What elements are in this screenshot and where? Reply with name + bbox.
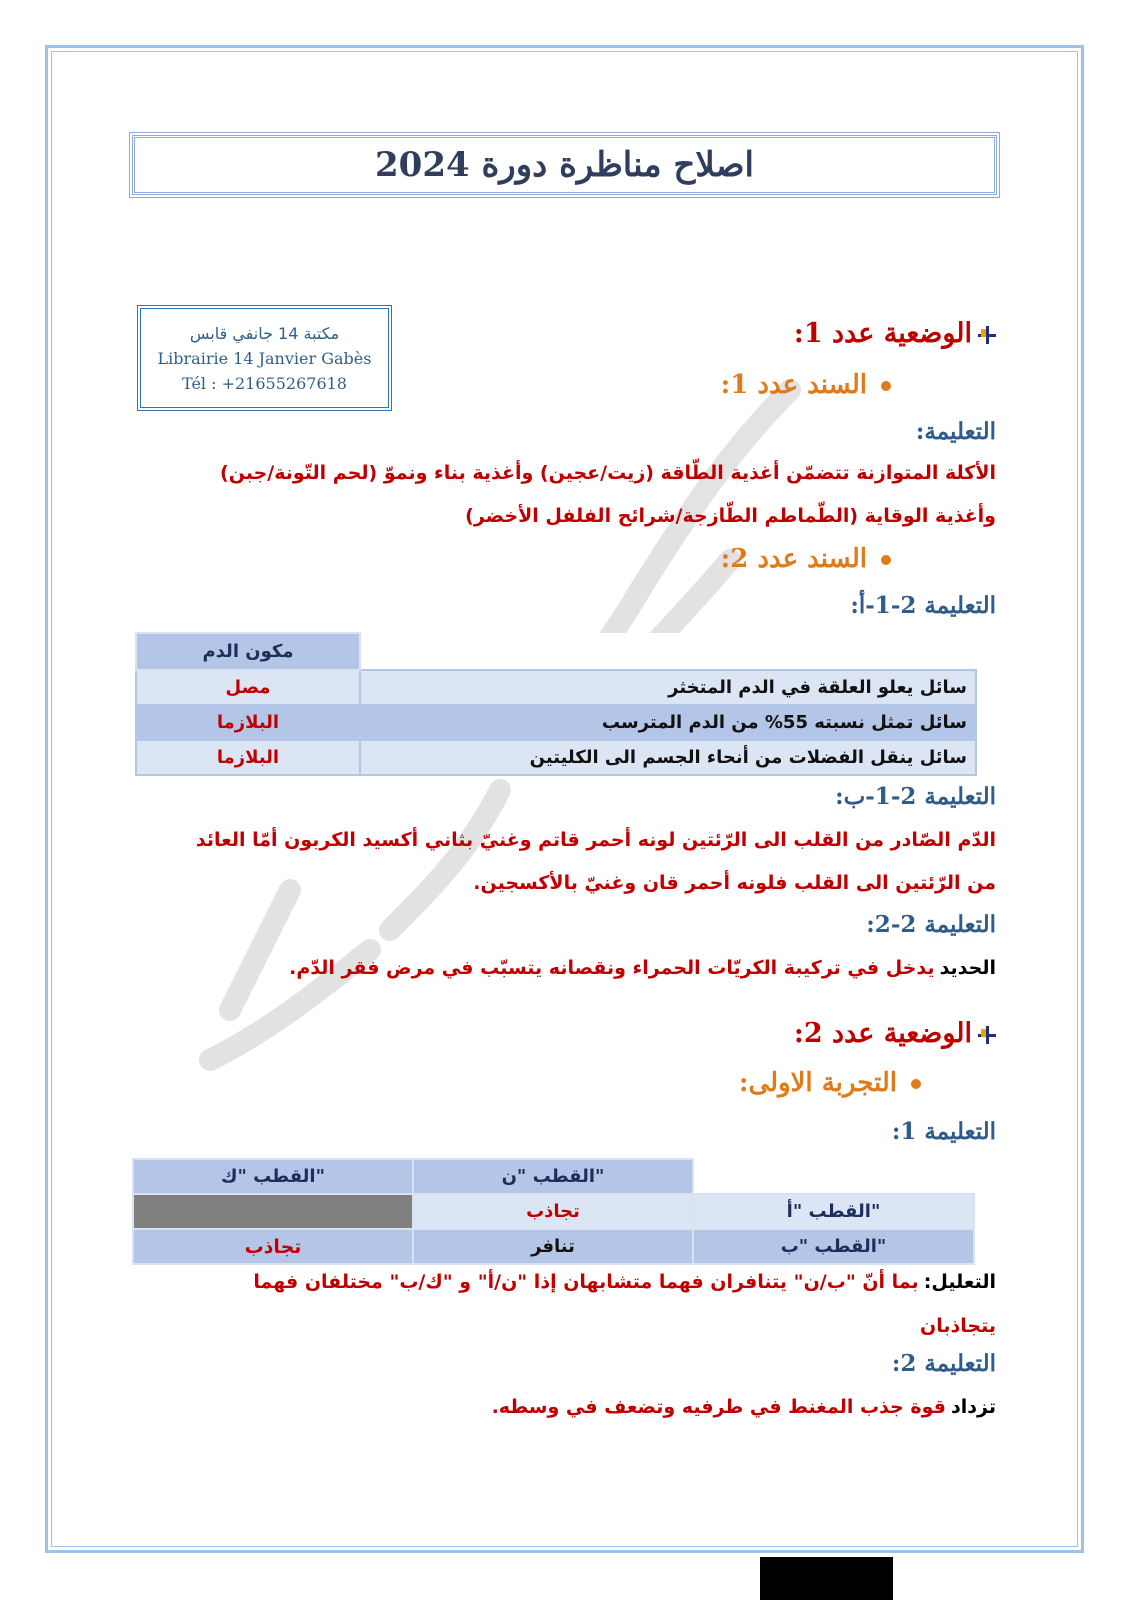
- table-cell-value: البلازما: [136, 740, 360, 775]
- table-header-pole-n: القطب "ن": [413, 1159, 693, 1194]
- doc-2-heading: السند عدد 2:: [720, 544, 867, 574]
- cross-bullet-icon: [978, 326, 996, 344]
- table-cell-empty-gray: [133, 1194, 413, 1229]
- doc-1-heading: السند عدد 1:: [720, 370, 867, 400]
- page-title: اصلاح مناظرة دورة 2024: [375, 145, 754, 185]
- table-header-blood-component: مكون الدم: [136, 633, 360, 670]
- justification-text-line-1: بما أنّ "ب/ن" يتنافران فهما متشابهان إذا "ن/أ" و "ك/ب" مختلفان فهما: [253, 1271, 919, 1293]
- table-row-header-pole-b: القطب "ب": [693, 1229, 974, 1264]
- table-cell-a-n: تجاذب: [413, 1194, 693, 1229]
- table-row: [136, 740, 976, 775]
- answer-2-1-b-line-2: من الرّئتين الى القلب فلونه أحمر قان وغنيّ بالأكسجين.: [473, 872, 996, 894]
- dot-bullet-icon: [881, 381, 891, 391]
- dot-bullet-icon: [911, 1079, 921, 1089]
- answer-2-2-text: يدخل في تركيبة الكريّات الحمراء ونقصانه يتسبّب في مرض فقر الدّم.: [289, 957, 935, 979]
- magnet-poles-table: [132, 1158, 975, 1265]
- cross-bullet-icon: [978, 1026, 996, 1044]
- situation-2-heading-row: [794, 1018, 996, 1049]
- instruction-2-2-label: التعليمة 2-2:: [866, 911, 996, 938]
- table-row: [133, 1194, 974, 1229]
- footer-black-bar: [760, 1557, 893, 1600]
- table-row-header-pole-a: القطب "أ": [693, 1194, 974, 1229]
- table-cell-b-n: تنافر: [413, 1229, 693, 1264]
- table-header-pole-k: القطب "ك": [133, 1159, 413, 1194]
- answer-1-line-1: الأكلة المتوازنة تتضمّن أغذية الطّاقة (زيت/عجين) وأغذية بناء ونموّ (لحم التّونة/جبن): [220, 462, 996, 484]
- table-cell-b-k: تجاذب: [133, 1229, 413, 1264]
- table-header-empty: [693, 1159, 974, 1194]
- answer-2-1-b-line-1: الدّم الصّادر من القلب الى الرّئتين لونه أحمر قاتم وغنيّ بثاني أكسيد الكربون أمّا العائد: [195, 829, 996, 851]
- answer-2-2-lead: الحديد: [939, 957, 996, 979]
- library-stamp: [137, 305, 392, 411]
- stamp-arabic-name: مكتبة 14 جانفي قابس: [189, 323, 340, 343]
- instruction-2-label: التعليمة 2:: [891, 1350, 996, 1377]
- table-header-empty: [360, 633, 976, 670]
- instruction-1-label: التعليمة 1:: [891, 1118, 996, 1145]
- situation-2-heading: الوضعية عدد 2:: [793, 1018, 972, 1049]
- table-cell-value: البلازما: [136, 705, 360, 740]
- table-cell-desc: سائل تمثل نسبته 55% من الدم المترسب: [360, 705, 976, 740]
- doc-1-heading-row: [721, 370, 891, 400]
- justification-row-1: [253, 1271, 996, 1293]
- table-row: [136, 670, 976, 705]
- dot-bullet-icon: [881, 555, 891, 565]
- answer-2-lead: تزداد: [951, 1396, 996, 1418]
- answer-2-2-row: [289, 957, 996, 979]
- justification-label: التعليل:: [923, 1271, 996, 1293]
- instruction-2-1-a-label: التعليمة 2-1-أ:: [850, 592, 996, 619]
- stamp-french-name: Librairie 14 Janvier Gabès: [157, 348, 372, 368]
- answer-2-text: قوة جذب المغنط في طرفيه وتضعف في وسطه.: [491, 1396, 946, 1418]
- table-cell-value: مصل: [136, 670, 360, 705]
- title-box: [132, 135, 997, 195]
- experiment-1-heading-row: [739, 1068, 921, 1098]
- table-row: [133, 1229, 974, 1264]
- blood-components-table: [135, 632, 977, 776]
- justification-text-line-2: يتجاذبان: [920, 1315, 996, 1337]
- situation-1-heading-row: [794, 318, 996, 349]
- instruction-2-1-b-label: التعليمة 2-1-ب:: [835, 783, 996, 810]
- experiment-1-heading: التجربة الاولى:: [738, 1068, 897, 1098]
- answer-2-row: [492, 1396, 996, 1418]
- stamp-phone: Tél : +21655267618: [182, 373, 347, 393]
- situation-1-heading: الوضعية عدد 1:: [793, 318, 972, 349]
- instruction-label: التعليمة:: [915, 418, 996, 445]
- answer-1-line-2: وأغذية الوقاية (الطّماطم الطّازجة/شرائح الفلفل الأخضر): [465, 505, 996, 527]
- table-row: [136, 705, 976, 740]
- table-cell-desc: سائل ينقل الفضلات من أنحاء الجسم الى الكليتين: [360, 740, 976, 775]
- doc-2-heading-row: [721, 544, 891, 574]
- table-cell-desc: سائل يعلو العلقة في الدم المتخثر: [360, 670, 976, 705]
